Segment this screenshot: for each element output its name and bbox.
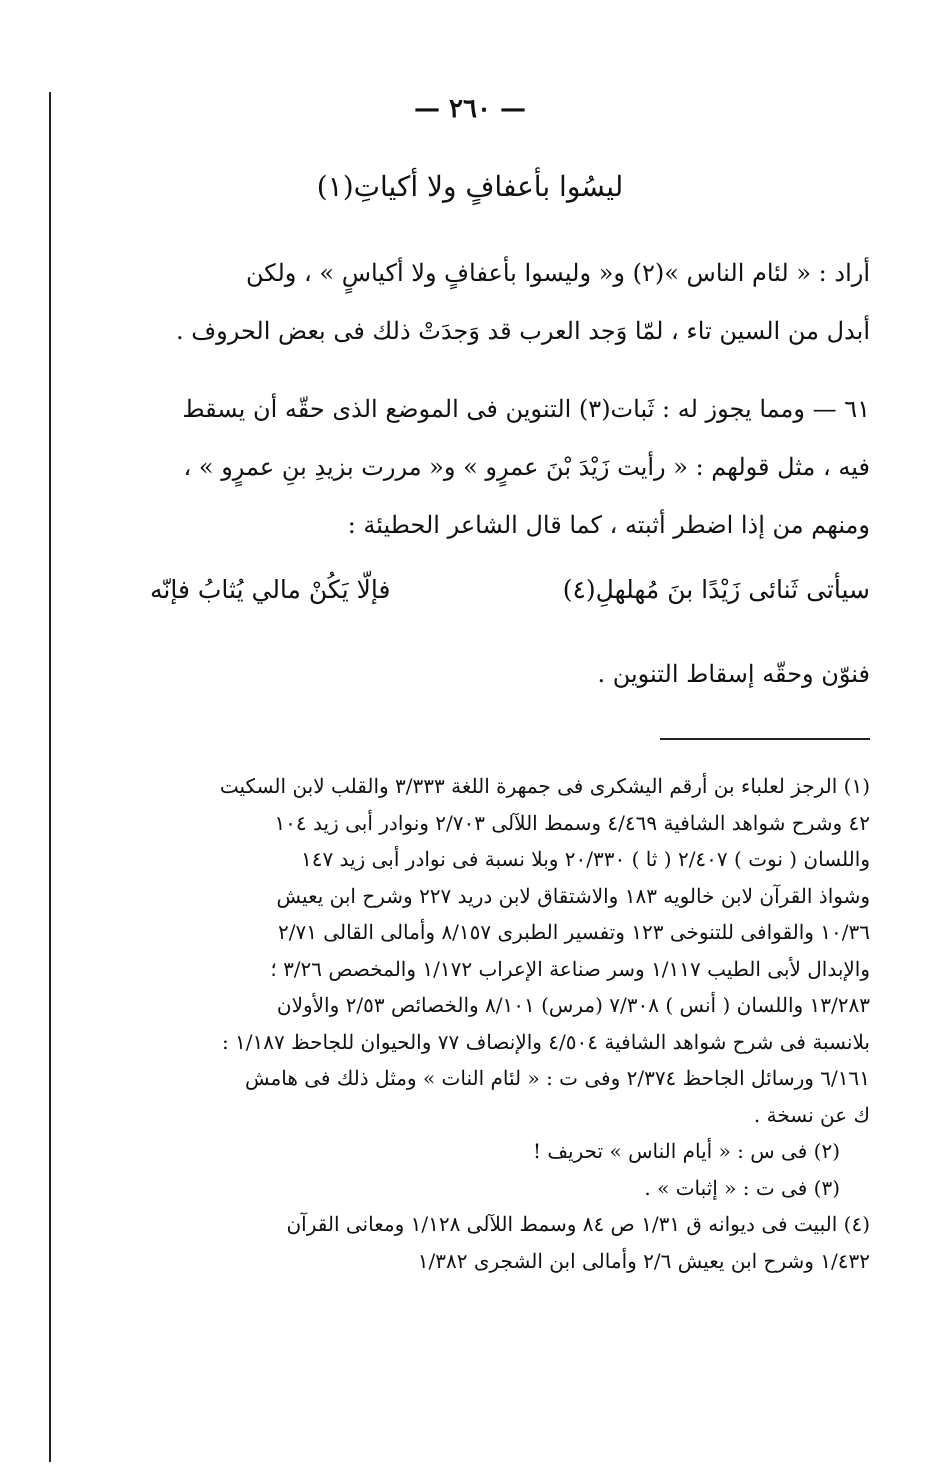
footnotes-block bbox=[150, 768, 870, 1279]
footnote-line: وشواذ القرآن لابن خالويه ١٨٣ والاشتقاق لابن دريد ٢٢٧ وشرح ابن يعيش bbox=[276, 883, 870, 908]
footnote-line: ٦/١٦١ ورسائل الجاحظ ٢/٣٧٤ وفى ت : « لئام النات » ومثل ذلك فى هامش bbox=[245, 1066, 870, 1090]
footnote-line: والإبدال لأبى الطيب ١/١١٧ وسر صناعة الإعراب ١/١٧٢ والمخصص ٣/٢٦ ؛ bbox=[270, 956, 870, 981]
footnote-4-line: ١/٤٣٢ وشرح ابن يعيش ٢/٦ وأمالى ابن الشجرى ١/٣٨٢ bbox=[417, 1248, 870, 1273]
paragraph-2-line: ومنهم من إذا اضطر أثبته ، كما قال الشاعر الحطيئة : bbox=[347, 511, 870, 539]
footnote-line: ٤٢ وشرح شواهد الشافية ٤/٤٦٩ وسمط اللآلى ٢/٧٠٣ ونوادر أبى زيد ١٠٤ bbox=[274, 810, 870, 835]
paragraph-1 bbox=[150, 244, 870, 360]
footnote-separator bbox=[660, 738, 870, 740]
paragraph-1-line: أراد : « لئام الناس »(٢) و« وليسوا بأعفافٍ ولا أكياسٍ » ، ولكن bbox=[245, 259, 870, 287]
footnote-3: (٣) فى ت : « إثبات » . bbox=[644, 1175, 840, 1200]
footnote-line: ١٠/٣٦ والقوافى للتنوخى ١٢٣ وتفسير الطبرى ٨/١٥٧ وأمالى القالى ٢/٧١ bbox=[277, 920, 870, 944]
verse-heading: ليسُوا بأعفافٍ ولا أكياتِ(١) bbox=[316, 170, 624, 203]
paragraph-1-line: أبدل من السين تاء ، لمّا وَجد العرب قد وَجدَتْ ذلك فى بعض الحروف . bbox=[175, 317, 870, 345]
footnote-line: (١) الرجز لعلباء بن أرقم اليشكرى فى جمهرة اللغة ٣/٣٣٣ والقلب لابن السكيت bbox=[219, 774, 870, 798]
footnote-2: (٢) فى س : « أيام الناس » تحريف ! bbox=[532, 1139, 840, 1163]
footnote-4-line: (٤) البيت فى ديوانه ق ١/٣١ ص ٨٤ وسمط اللآلى ١/١٢٨ ومعانى القرآن bbox=[286, 1212, 870, 1236]
poem-note: فنوّن وحقّه إسقاط التنوين . bbox=[597, 660, 870, 688]
paragraph-2-line: ٦١ — ومما يجوز له : ثَبات(٣) التنوين فى الموضع الذى حقّه أن يسقط bbox=[182, 395, 870, 423]
footnote-line: ١٣/٢٨٣ واللسان ( أنس ) ٧/٣٠٨ (مرس) ٨/١٠١ والخصائص ٢/٥٣ والأولان bbox=[276, 993, 870, 1017]
paragraph-2-line: فيه ، مثل قولهم : « رأيت زَيْدَ بْنَ عمرٍو » و« مررت بزيدِ بنِ عمرٍو » ، bbox=[183, 453, 870, 481]
poem-hemistich-second: سيأتى ثَنائى زَيْدًا بنَ مُهلهلِ(٤) bbox=[562, 575, 870, 604]
footnote-line: ك عن نسخة . bbox=[753, 1102, 870, 1127]
footnote-line: بلانسبة فى شرح شواهد الشافية ٤/٥٠٤ والإنصاف ٧٧ والحيوان للجاحظ ١/١٨٧ : bbox=[221, 1029, 870, 1054]
footnote-line: واللسان ( نوت ) ٢/٤٠٧ ( ثا ) ٢٠/٣٣٠ وبلا نسبة فى نوادر أبى زيد ١٤٧ bbox=[300, 847, 870, 871]
paragraph-2 bbox=[150, 380, 870, 554]
left-margin-rule bbox=[49, 92, 51, 1462]
poem-verse bbox=[150, 575, 870, 604]
page-number: — ٢٦٠ — bbox=[413, 94, 527, 124]
poem-hemistich-first: فإلّا يَكُنْ مالي يُثابُ فإنّه bbox=[150, 575, 391, 604]
